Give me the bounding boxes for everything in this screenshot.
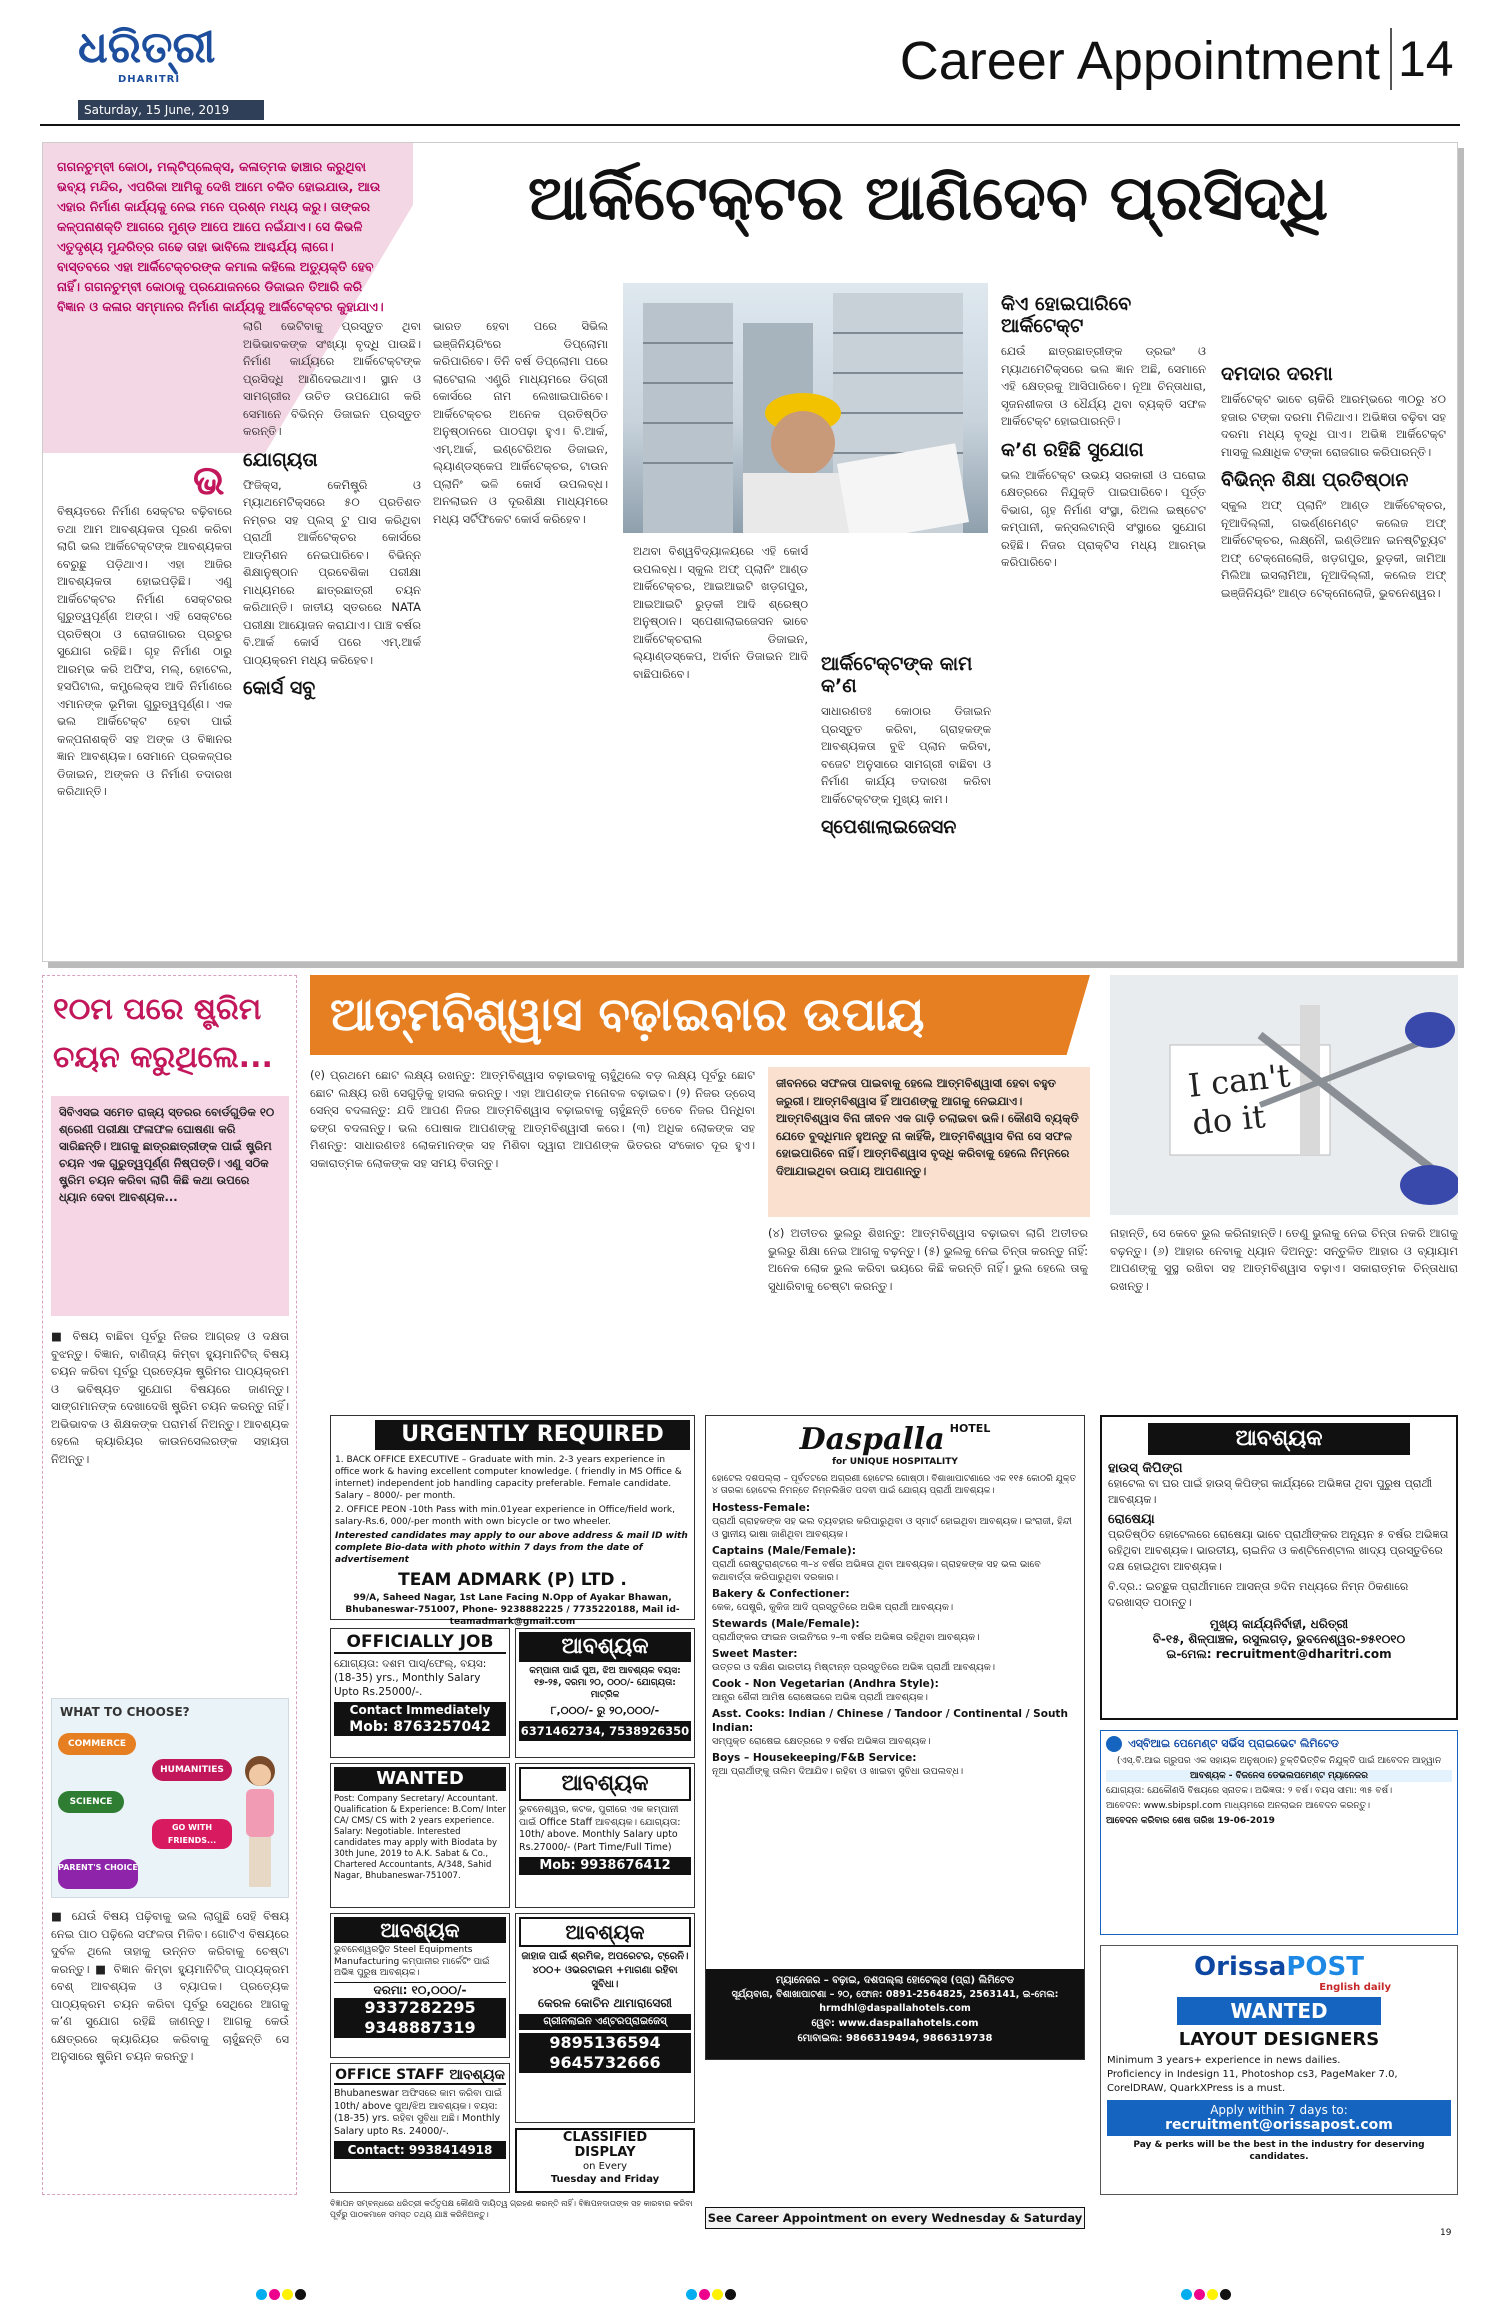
sbi-sub: (ଏସ୍.ବି.ଆଇ ଗ୍ରୁପର ଏକ ସହାୟକ ଅନୁଷ୍ଠାନ) ଚୁକ୍ତିଭିତ୍ତିକ ନିଯୁକ୍ତି ପାଇଁ ଆବେଦନ ଆହ୍ୱାନ — [1116, 1756, 1442, 1766]
dharitri-signatory: ମୁଖ୍ୟ କାର୍ଯ୍ୟନିର୍ବାହୀ, ଧରିତ୍ରୀ — [1209, 1617, 1349, 1631]
confidence-quote-box: ଜୀବନରେ ସଫଳତା ପାଇବାକୁ ହେଲେ ଆତ୍ମବିଶ୍ୱାସୀ ହେବା ବହୁତ ଜରୁରୀ। ଆତ୍ମବିଶ୍ୱାସ ହିଁ ଆପଣଙ୍କୁ ଆଗକୁ ନେଇଯାଏ। ଆତ୍ମବିଶ୍ୱାସ ବିନା ଜୀବନ ଏକ ଗାଡ଼ି ଚଲାଇବା ଭଳି। କୌଣସି ବ୍ୟକ୍ତି ଯେତେ ବୁଦ୍ଧିମାନ ହୁଅନ୍ତୁ ନା କାହିଁକି, ଆତ୍ମବିଶ୍ୱାସ ବିନା ସେ ସଫଳ ହୋଇପାରିବେ ନାହିଁ। ଆତ୍ମବିଶ୍ୱାସ ବୃଦ୍ଧି କରିବାକୁ ହେଲେ ନିମ୍ନରେ ଦିଆଯାଇଥିବା ଉପାୟ ଆପଣାନ୍ତୁ। — [768, 1067, 1090, 1217]
dasapalla-role-desc: ଉତ୍ତର ଓ ଦକ୍ଷିଣ ଭାରତୀୟ ମିଷ୍ଟାନ୍ନ ପ୍ରସ୍ତୁତିରେ ଅଭିଜ୍ଞ ପ୍ରାର୍ଥୀ ଆବଶ୍ୟକ। — [712, 1662, 996, 1673]
sbi-title: ଏସ୍‌ବିଆଇ ପେମେଣ୍ଟ ସର୍ଭିସ ପ୍ରାଇଭେଟ ଲିମିଟେଡ — [1128, 1737, 1339, 1750]
ad-admark-address: 99/A, Saheed Nagar, 1st Lane Facing N.Opp of Ayakar Bhawan, Bhubaneswar-751007, Phone- 9238882225 / 7735220188, Mail id- teamadmark@gmail.com — [345, 1593, 680, 1627]
confidence-right: ନାହାନ୍ତି, ସେ କେବେ ଭୁଲ କରିନାହାନ୍ତି। ତେଣୁ ଭୁଲକୁ ନେଇ ଚିନ୍ତା ନକରି ଆଗକୁ ବଢ଼ନ୍ତୁ। (୬) ଆହାର ନେବାକୁ ଧ୍ୟାନ ଦିଅନ୍ତୁ: ସନ୍ତୁଳିତ ଆହାର ଓ ବ୍ୟାୟାମ ଆପଣଙ୍କୁ ସୁସ୍ଥ ରଖିବା ସହ ଆତ୍ମବିଶ୍ୱାସ ବଢ଼ାଏ। ସକାରାତ୍ମକ ଚିନ୍ତାଧାରା ରଖନ୍ତୁ। — [1110, 1226, 1458, 1293]
architect-photo-svg — [623, 283, 988, 533]
ad-office-staff-title: OFFICE STAFF ଆବଶ୍ୟକ — [335, 2067, 505, 2083]
ad-kerala — [515, 1913, 695, 2123]
sbi-logo-row — [1106, 1736, 1452, 1752]
lead-col4b — [821, 543, 991, 963]
dasapalla-role-title: Boys – Housekeeping/F&B Service: — [712, 1752, 917, 1764]
ad-kerala-title: ଆବଶ୍ୟକ — [519, 1917, 691, 1947]
ad-kerala-firm: ଗ୍ରୀନଲାଇନ ଏଣ୍ଟରପ୍ରାଇଜେସ୍ — [519, 2014, 691, 2030]
dasapalla-logo-block — [712, 1422, 1078, 1467]
student-figure-icon — [232, 1749, 287, 1894]
ad-admark-item3: Interested candidates may apply to our above address & mail ID with complete Bio-data with photo within 7 days from the date of advertisement — [335, 1531, 688, 1565]
orissapost-apply-box — [1107, 2100, 1451, 2136]
drop-cap: ଭ — [193, 458, 225, 504]
dharitri-desc1: ହୋଟେଲ ବା ଘର ପାଇଁ ହାଉସ୍ କିପିଙ୍ଗ କାର୍ଯ୍ୟରେ ଅଭିଜ୍ଞତା ଥିବା ପୁରୁଷ ପ୍ରାର୍ଥୀ ଆବଶ୍ୟକ। — [1108, 1477, 1433, 1506]
ad-admark — [330, 1415, 695, 1627]
ad-steel-title: ଆବଶ୍ୟକ — [334, 1917, 506, 1943]
logo-sub: DHARITRI — [118, 74, 181, 85]
dasapalla-role-title: Hostess-Female: — [712, 1502, 811, 1514]
classified-line4: Tuesday and Friday — [550, 2174, 660, 2185]
ad-kerala-place: କେରଳ କୋଚିନ ଥାମାରାସେରୀ — [538, 1996, 672, 2010]
ad-dasapalla — [705, 1415, 1085, 2060]
classified-line2: DISPLAY — [574, 2145, 636, 2160]
ad-kerala-phone-1: 9895136594 — [519, 2033, 691, 2053]
masthead — [0, 0, 1500, 125]
dasapalla-role-desc: କେକ, ପେଷ୍ଟ୍ରି, କୁକିଜ ଆଦି ପ୍ରସ୍ତୁତିରେ ଅଭିଜ୍ଞ ପ୍ରାର୍ଥୀ ଆବଶ୍ୟକ। — [712, 1602, 954, 1613]
sbi-last-date: ଆବେଦନ କରିବାର ଶେଷ ତାରିଖ 19-06-2019 — [1106, 1816, 1275, 1826]
orissapost-logo — [1107, 1952, 1451, 1982]
confidence-story — [310, 975, 1458, 1415]
ad-steel-salary: ଦରମା: ୧୦,୦୦୦/- — [334, 1982, 506, 1998]
ad-officially-contact: Contact Immediately — [334, 1702, 506, 1718]
bubble-commerce: COMMERCE — [58, 1733, 136, 1755]
dasapalla-tagline: for UNIQUE HOSPITALITY — [832, 1457, 958, 1467]
orissapost-apply: Apply within 7 days to: — [1210, 2103, 1348, 2117]
stream-story — [42, 975, 297, 2195]
lead-col6b-text: ସ୍କୁଲ ଅଫ୍ ପ୍ଲାନିଂ ଆଣ୍ଡ ଆର୍କିଟେକ୍ଚର, ନୂଆଦିଲ୍ଲୀ, ଗଭର୍ଣ୍ଣମେଣ୍ଟ କଲେଜ ଅଫ୍ ଆର୍କିଟେକ୍ଚର, ଲକ୍ଷ୍ନୌ, ଇଣ୍ଡିଆନ ଇନଷ୍ଟିଚ୍ୟୁଟ ଅଫ୍ ଟେକ୍ନୋଲୋଜି, ଖଡ଼ଗପୁର, ରୁଡ଼କୀ, ଜାମିଆ ମିଲିଆ ଇସଲାମିଆ, ନୂଆଦିଲ୍ଲୀ, କଲେଜ ଅଫ୍ ଇଞ୍ଜିନିୟରିଂ ଆଣ୍ଡ ଟେକ୍ନୋଲୋଜି, ଭୁବନେଶ୍ୱର। — [1221, 498, 1446, 600]
orissapost-brand1: Orissa — [1194, 1952, 1287, 1982]
lead-col5-text: ଯେଉଁ ଛାତ୍ରଛାତ୍ରୀଙ୍କ ଡ୍ରଇଂ ଓ ମ୍ୟାଥମେଟିକ୍ସରେ ଭଲ ଜ୍ଞାନ ଅଛି, ସେମାନେ ଏହି କ୍ଷେତ୍ରକୁ ଆସିପାରିବେ। ନୂଆ ଚିନ୍ତାଧାରା, ସୃଜନଶୀଳତା ଓ ଧୈର୍ଯ୍ୟ ଥିବା ବ୍ୟକ୍ତି ସଫଳ ଆର୍କିଟେକ୍ଟ ହୋଇପାରନ୍ତି। — [1001, 344, 1206, 428]
dasapalla-role-title: Sweet Master: — [712, 1648, 798, 1660]
ad-office-staff-body: Bhubaneswar ଅଫିସରେ କାମ କରିବା ପାଇଁ 10th/ above ପୁଅ/ଝିଅ ଆବଶ୍ୟକ। ବୟସ: (18-35) yrs. ରହିବା ସୁବିଧା ଅଛି। Monthly Salary upto Rs. 24000/-. — [334, 2088, 502, 2137]
ad-aabashyak1-title: ଆବଶ୍ୟକ — [519, 1632, 691, 1662]
subhead-darama: ଦମଦାର ଦରମା — [1221, 363, 1333, 385]
subhead-sujog: କ’ଣ ରହିଛି ସୁଯୋଗ — [1001, 438, 1144, 461]
bubble-parents: PARENT'S CHOICE — [58, 1859, 138, 1889]
dharitri-desc2: ପ୍ରତିଷ୍ଠିତ ହୋଟେଲରେ ରୋଷେୟା ଭାବେ ପ୍ରାର୍ଥୀଙ୍କର ଅନ୍ୟୂନ ୫ ବର୍ଷର ଅଭିଜ୍ଞତା ରହିଥିବା ଆବଶ୍ୟକ। ଭାରତୀୟ, ଚାଇନିଜ ଓ କଣ୍ଟିନେଣ୍ଟାଲ ଖାଦ୍ୟ ପ୍ରସ୍ତୁତିରେ ଦକ୍ଷ ହୋଇଥିବା ଆବଶ୍ୟକ। — [1108, 1528, 1449, 1573]
ad-aabashyak2-mob: Mob: 9938676412 — [519, 1857, 691, 1875]
ad-office-staff — [330, 2063, 510, 2193]
lead-col1: ବିଷ୍ୟତରେ ନିର୍ମାଣ ସେକ୍ଟର ବଢ଼ିବାରେ ତଥା ଆମ ଆବଶ୍ୟକତା ପୂରଣ କରିବା ଲାଗି ଭଲ ଆର୍କିଟେକ୍ଟଙ୍କ ଆବଶ୍ୟକତା ବେରୁଛୁ ପଡ଼ିଥାଏ। ଏହା ଆଜିର ଆବଶ୍ୟକତା ହୋଇପଡ଼ିଛି। ଏଣୁ ଆର୍କିଟେକ୍ଟର ନିର୍ମାଣ ସେକ୍ଟରର ଗୁରୁତ୍ୱପୂର୍ଣ୍ଣ ଅଙ୍ଗ। ଏହି ସେକ୍ଟରେ ପ୍ରତିଷ୍ଠା ଓ ରୋଜଗାରର ପ୍ରଚୁର ସୁଯୋଗ ରହିଛି। ଗୃହ ନିର୍ମାଣ ଠାରୁ ଆରମ୍ଭ କରି ଅଫିସ, ମଲ୍, ହୋଟେଲ, ହସପିଟାଲ, କମ୍ପ୍ଲେକ୍ସ ଆଦି ନିର୍ମାଣରେ ଏମାନଙ୍କ ଭୂମିକା ଗୁରୁତ୍ୱପୂର୍ଣ୍ଣ। ଏକ ଭଲ ଆର୍କିଟେକ୍ଟ ହେବା ପାଇଁ କଳ୍ପନାଶକ୍ତି ସହ ଅଙ୍କ ଓ ବିଜ୍ଞାନର ଜ୍ଞାନ ଆବଶ୍ୟକ। ସେମାନେ ପ୍ରକଳ୍ପର ଡିଜାଇନ, ଅଙ୍କନ ଓ ନିର୍ମାଣ ତଦାରଖ କରିଥାନ୍ତି। — [57, 504, 232, 798]
ad-officially-title: OFFICIALLY JOB — [334, 1632, 506, 1654]
ad-sbi — [1100, 1730, 1458, 1935]
orissapost-brand-sub: English daily — [1319, 1982, 1391, 1993]
architect-photo — [623, 283, 988, 533]
orissapost-req1: Minimum 3 years+ experience in news dailies. — [1107, 2055, 1341, 2066]
ad-aabashyak-2 — [515, 1763, 695, 1908]
ad-aabashyak-1 — [515, 1628, 695, 1758]
dasapalla-role-desc: ପ୍ରାର୍ଥୀଙ୍କର ଫାଇନ ଡାଇନିଂରେ ୨–୩ ବର୍ଷର ଅଭିଜ୍ଞତା ରହିଥିବା ଆବଶ୍ୟକ। — [712, 1632, 980, 1643]
lead-col2-text-b: ଫିଜିକ୍ସ, କେମିଷ୍ଟ୍ରି ଓ ମ୍ୟାଥମେଟିକ୍ସରେ ୫୦ ପ୍ରତିଶତ ନମ୍ବର ସହ ପ୍ଲସ୍ ଟୁ ପାସ କରିଥିବା ପ୍ରାର୍ଥୀ ଆର୍କିଟେକ୍ଚର କୋର୍ସରେ ଆଡ୍ମିଶନ ନେଇପାରିବେ। ବିଭିନ୍ନ ଶିକ୍ଷାନୁଷ୍ଠାନ ପ୍ରବେଶିକା ପରୀକ୍ଷା ମାଧ୍ୟମରେ ଛାତ୍ରଛାତ୍ରୀ ଚୟନ କରିଥାନ୍ତି। ଜାତୀୟ ସ୍ତରରେ NATA ପରୀକ୍ଷା ଆୟୋଜନ କରାଯାଏ। ପାଞ୍ଚ ବର୍ଷର ବି.ଆର୍କ କୋର୍ସ ପରେ ଏମ୍.ଆର୍କ ପାଠ୍ୟକ୍ରମ ମଧ୍ୟ କରିହେବ। — [243, 477, 421, 667]
ad-officially-mob: Mob: 8763257042 — [334, 1718, 506, 1736]
cmyk-mark-3 — [1180, 2285, 1232, 2304]
subhead-special: ସ୍ପେଶାଲାଇଜେସନ — [821, 816, 957, 838]
ad-classified-display — [515, 2128, 695, 2193]
ad-steel-phone-2: 9348887319 — [334, 2018, 506, 2038]
section-title: Career Appointment — [899, 31, 1380, 91]
dasapalla-roles — [712, 1501, 1078, 1778]
subhead-course: କୋର୍ସ ସବୁ — [243, 677, 316, 699]
dasapalla-role-title: Cook - Non Vegetarian (Andhra Style): — [712, 1678, 939, 1690]
logo — [78, 22, 228, 92]
ad-office-staff-contact: Contact: 9938414918 — [334, 2141, 506, 2159]
dasapalla-role-desc: ନୂଆ ପ୍ରାର୍ଥୀଙ୍କୁ ତାଲିମ ଦିଆଯିବ। ରହିବା ଓ ଖାଇବା ସୁବିଧା ଉପଲବ୍ଧ। — [712, 1766, 964, 1777]
dharitri-role1: ହାଉସ୍ କିପିଙ୍ଗ — [1108, 1461, 1183, 1476]
logo-text: ଧରିତ୍ରୀ — [78, 22, 216, 73]
orissapost-email: recruitment@orissapost.com — [1165, 2117, 1393, 2133]
see-career-banner: See Career Appointment on every Wednesday & Saturday — [705, 2207, 1085, 2229]
orissapost-role: LAYOUT DESIGNERS — [1178, 2029, 1380, 2050]
cant-do-it-image — [1110, 975, 1458, 1215]
dasapalla-role-desc: ପ୍ରାର୍ଥୀ ଗ୍ରାହକଙ୍କ ସହ ଭଲ ବ୍ୟବହାର କରିପାରୁଥିବା ଓ ସ୍ମାର୍ଟ ହୋଇଥିବା ଆବଶ୍ୟକ। ଇଂରାଜୀ, ହିନ୍ଦୀ ଓ ସ୍ଥାନୀୟ ଭାଷା ଜାଣିଥିବା ଆବଶ୍ୟକ। — [712, 1516, 1072, 1540]
stream-body-1: ■ ବିଷୟ ବାଛିବା ପୂର୍ବରୁ ନିଜର ଆଗ୍ରହ ଓ ଦକ୍ଷତା ବୁଝନ୍ତୁ। ବିଜ୍ଞାନ, ବାଣିଜ୍ୟ କିମ୍ବା ହ୍ୟୁମାନିଟିଜ୍ ବିଷୟ ଚୟନ କରିବା ପୂର୍ବରୁ ପ୍ରତ୍ୟେକ ଷ୍ଟ୍ରିମର ପାଠ୍ୟକ୍ରମ ଓ ଭବିଷ୍ୟତ ସୁଯୋଗ ବିଷୟରେ ଜାଣନ୍ତୁ। ସାଙ୍ଗମାନଙ୍କ ଦେଖାଦେଖି ଷ୍ଟ୍ରିମ ଚୟନ କରନ୍ତୁ ନାହିଁ। ଅଭିଭାବକ ଓ ଶିକ୍ଷକଙ୍କ ପରାମର୍ଶ ନିଅନ୍ତୁ। ଆବଶ୍ୟକ ହେଲେ କ୍ୟାରିୟର କାଉନସେଲରଙ୍କ ସହାୟତା ନିଅନ୍ତୁ। — [51, 1329, 289, 1466]
dharitri-email: ଇ-ମେଲ: recruitment@dharitri.com — [1166, 1647, 1392, 1661]
folio-number: 19 — [1440, 2228, 1452, 2238]
ad-officially-body: ଯୋଗ୍ୟତା: ଦଶମ ପାସ୍/ଫେଲ୍, ବୟସ: (18-35) yrs., Monthly Salary Upto Rs.25000/-. — [334, 1658, 487, 1698]
ad-steel — [330, 1913, 510, 2058]
dasapalla-intro: ହୋଟେଲ ଦଶପଲ୍ଲା – ପୂର୍ବତଟରେ ଅଗ୍ରଣୀ ହୋଟେଲ ଗୋଷ୍ଠୀ। ବିଶାଖାପାଟଣାରେ ଏକ ୧୧୫ କୋଠରି ଯୁକ୍ତ ୪ ତାରକା ହୋଟେଲ ନିମନ୍ତେ ନିମ୍ନଲିଖିତ ପଦବୀ ପାଇଁ ଯୋଗ୍ୟ ପ୍ରାର୍ଥୀ ଆବଶ୍ୟକ। — [712, 1474, 1076, 1496]
ad-steel-phone-1: 9337282295 — [334, 1998, 506, 2018]
stream-body-2: ■ ଯେଉଁ ବିଷୟ ପଢ଼ିବାକୁ ଭଲ ଲାଗୁଛି ସେହି ବିଷୟ ନେଇ ପାଠ ପଢ଼ିଲେ ସଫଳତା ମିଳିବ। ଗୋଟିଏ ବିଷୟରେ ଦୁର୍ବଳ ଥିଲେ ତାହାକୁ ଉନ୍ନତ କରିବାକୁ ଚେଷ୍ଟା କରନ୍ତୁ। ■ ବିଜ୍ଞାନ କିମ୍ବା ହ୍ୟୁମାନିଟିଜ୍ ପାଠ୍ୟକ୍ରମ ବେଶ୍ ଆବଶ୍ୟକ ଓ ବ୍ୟାପକ। ପ୍ରତ୍ୟେକ ପାଠ୍ୟକ୍ରମ ଚୟନ କରିବା ପୂର୍ବରୁ ସେଥିରେ ଆଗକୁ କ’ଣ ସୁଯୋଗ ରହିଛି ଜାଣନ୍ତୁ। ଆଗକୁ କେଉଁ କ୍ଷେତ୍ରରେ କ୍ୟାରିୟର କରିବାକୁ ଚାହୁଁଛନ୍ତି ସେ ଅନୁସାରେ ଷ୍ଟ୍ରିମ ଚୟନ କରନ୍ତୁ। — [51, 1909, 289, 2063]
bubble-science: SCIENCE — [58, 1791, 124, 1813]
disclaimer: ବିଜ୍ଞାପନ ସମ୍ବନ୍ଧରେ ଧରିତ୍ରୀ କର୍ତ୍ତୃପକ୍ଷ କୌଣସି ଦାୟିତ୍ୱ ଗ୍ରହଣ କରନ୍ତି ନାହିଁ। ବିଜ୍ଞାପନଦାତାଙ୍କ ସହ କାରବାର କରିବା ପୂର୍ବରୁ ପାଠକମାନେ ସମସ୍ତ ତଥ୍ୟ ଯାଞ୍ଚ କରିନିଅନ୍ତୁ। — [330, 2199, 693, 2219]
ad-kerala-phone-2: 9645732666 — [519, 2053, 691, 2073]
dasapalla-footer-4: ମୋବାଇଲ: 9866319494, 9866319738 — [797, 2033, 993, 2044]
cant-do-it-text: I can't do it — [1186, 1056, 1292, 1143]
dasapalla-role-title: Captains (Male/Female): — [712, 1545, 856, 1557]
lead-col4b-text: ସାଧାରଣତଃ କୋଠାର ଡିଜାଇନ ପ୍ରସ୍ତୁତ କରିବା, ଗ୍ରାହକଙ୍କ ଆବଶ୍ୟକତା ବୁଝି ପ୍ଲାନ କରିବା, ବଜେଟ ଅନୁସାରେ ସାମଗ୍ରୀ ବାଛିବା ଓ ନିର୍ମାଣ କାର୍ଯ୍ୟ ତଦାରଖ କରିବା ଆର୍କିଟେକ୍ଟଙ୍କ ମୁଖ୍ୟ କାମ। — [821, 704, 991, 806]
subhead-who: କିଏ ହୋଇପାରିବେ ଆର୍କିଟେକ୍ଟ — [1001, 293, 1132, 337]
lead-col5 — [1001, 293, 1206, 963]
ad-admark-company: TEAM ADMARK (P) LTD . — [398, 1570, 627, 1590]
cmyk-mark-1 — [255, 2285, 307, 2304]
lead-story — [42, 142, 1458, 962]
sbi-logo-icon — [1106, 1736, 1122, 1752]
ad-kerala-body: ଜାହାଜ ପାଇଁ ଶ୍ରମିକ, ଅପରେଟର, ଟ୍ରେନି। ୪୦୦+ ଓଭରଟାଇମ +ମାଗଣା ରହିବା ସୁବିଧା। — [521, 1951, 689, 1990]
bubble-friends: GO WITH FRIENDS... — [152, 1819, 232, 1849]
orissapost-req2: Proficiency in Indesign 11, Photoshop cs3, PageMaker 7.0, CorelDRAW, QuarkXPress is a must. — [1107, 2069, 1398, 2094]
masthead-rule — [40, 124, 1460, 126]
sbi-apply: ଆବେଦନ: www.sbipspl.com ମାଧ୍ୟମରେ ଅନଲାଇନ ଆବେଦନ କରନ୍ତୁ। — [1106, 1801, 1371, 1811]
confidence-mid: (୪) ଅତୀତର ଭୁଲରୁ ଶିଖନ୍ତୁ: ଆତ୍ମବିଶ୍ୱାସ ବଢ଼ାଇବା ଲାଗି ଅତୀତର ଭୁଲରୁ ଶିକ୍ଷା ନେଇ ଆଗକୁ ବଢ଼ନ୍ତୁ। (୫) ଭୁଲକୁ ନେଇ ଚିନ୍ତା କରନ୍ତୁ ନାହିଁ: ଅନେକ ଲୋକ ଭୁଲ କରିବା ଭୟରେ କିଛି କରନ୍ତି ନାହିଁ। ଭୁଲ ହେଲେ ତାକୁ ସୁଧାରିବାକୁ ଚେଷ୍ଟା କରନ୍ତୁ। — [768, 1226, 1088, 1293]
ad-admark-item2: 2. OFFICE PEON -10th Pass with min.01year experience in Office/field work, salary-Rs.6, 000/-per month with own bicycle or two wheeler. — [335, 1505, 675, 1527]
confidence-headline: ଆତ୍ମବିଶ୍ୱାସ ବଢ଼ାଇବାର ଉପାୟ — [330, 987, 925, 1041]
ad-aabashyak1-body: କମ୍ପାନୀ ପାଇଁ ପୁଅ, ଝିଅ ଆବଶ୍ୟକ ବୟସ: ୧୭-୨୫, ଦରମା ୨୦, ୦୦୦/- ଯୋଗ୍ୟତା: ମାଟ୍ରିକ — [529, 1666, 681, 1700]
lead-intro: ଗଗନଚୁମ୍ବୀ କୋଠା, ମଲ୍ଟିପ୍ଲେକ୍ସ, କଳାତ୍ମକ ଢାଞ୍ଚାର କରୁଥିବା ଭବ୍ୟ ମନ୍ଦିର, ଏପରିକା ଆମିକୁ ଦେଖି ଆମେ ଚକିତ ହୋଇଯାଉ, ଆଉ ଏହାର ନିର୍ମାଣ କାର୍ଯ୍ୟକୁ ନେଇ ମନେ ପ୍ରଶ୍ନ ମଧ୍ୟ କରୁ। ତାଙ୍କର କଳ୍ପନାଶକ୍ତି ଆଗରେ ମୁଣ୍ଡ ଆପେ ଆପେ ନଇଁଯାଏ। ସେ କିଭଳି ଏତୁଦୃଶ୍ୟ ମୁନ୍ଦରିତ୍ର ଗଢେ ତାହା ଭାବିଲେ ଆଶ୍ଚର୍ଯ୍ୟ ଲାଗେ। ବାସ୍ତବରେ ଏହା ଆର୍କିଟେକ୍ଚରଙ୍କ କମାଲ କହିଲେ ଅତ୍ୟୁକ୍ତି ହେବ ନାହିଁ। ଗଗନଚୁମ୍ବୀ କୋଠାକୁ ପ୍ରଯୋଜନରେ ଡିଜାଇନ ତିଆରି କରି ବିଜ୍ଞାନ ଓ କଳାର ସମ୍ମାନର ନିର୍ମାଣ କାର୍ଯ୍ୟକୁ ଆର୍କିଟେକ୍ଟର କୁହାଯାଏ। — [57, 159, 384, 314]
dasapalla-hotel: HOTEL — [949, 1422, 991, 1435]
lead-col4-text: ଅଥବା ବିଶ୍ୱବିଦ୍ୟାଳୟରେ ଏହି କୋର୍ସ ଉପଲବ୍ଧ। ସ୍କୁଲ ଅଫ୍ ପ୍ଲାନିଂ ଆଣ୍ଡ ଆର୍କିଟେକ୍ଚର, ଆଇଆଇଟି ଖଡ଼ଗପୁର, ଆଇଆଇଟି ରୁଡ଼କୀ ଆଦି ଶ୍ରେଷ୍ଠ ଅନୁଷ୍ଠାନ। ସ୍ପେଶାଲାଇଜେସନ ଭାବେ ଆର୍କିଟେକ୍ଚରାଲ ଡିଜାଇନ, ଲ୍ୟାଣ୍ଡସ୍କେପ, ଅର୍ବାନ ଡିଜାଇନ ଆଦି ବାଛିପାରିବେ। — [633, 544, 808, 681]
ad-aabashyak2-body: ଭୁବନେଶ୍ୱର, କଟକ, ପୁରୀରେ ଏକ କମ୍ପାନୀ ପାଇଁ Office Staff ଆବଶ୍ୟକ। ଯୋଗ୍ୟତା: 10th/ above. Monthly Salary upto Rs.27000/- (Part Time/Full Time) — [519, 1804, 681, 1853]
dasapalla-logo: Daspalla — [799, 1422, 945, 1457]
cmyk-marks — [0, 2285, 1500, 2299]
dasapalla-role-desc: ଆନ୍ଧ୍ର ଶୈଳୀ ଆମିଷ ରୋଷେଇରେ ଅଭିଜ୍ଞ ପ୍ରାର୍ଥୀ ଆବଶ୍ୟକ। — [712, 1692, 928, 1703]
confidence-left: (୧) ପ୍ରଥମେ ଛୋଟ ଲକ୍ଷ୍ୟ ରଖନ୍ତୁ: ଆତ୍ମବିଶ୍ୱାସ ବଢ଼ାଇବାକୁ ଚାହୁଁଥିଲେ ବଡ଼ ଲକ୍ଷ୍ୟ ପୂର୍ବରୁ ଛୋଟ ଛୋଟ ଲକ୍ଷ୍ୟ ରଖି ସେଗୁଡ଼ିକୁ ହାସଲ କରନ୍ତୁ। ଏହା ଆପଣଙ୍କ ମନୋବଳ ବଢ଼ାଇବ। (୨) ନିଜର ଡ୍ରେସ୍ ସେନ୍ସ ବଦଳାନ୍ତୁ: ଯଦି ଆପଣ ନିଜର ଆତ୍ମବିଶ୍ୱାସ ବଢ଼ାଇବାକୁ ଚାହୁଁଛନ୍ତି ତେବେ ନିଜର ପିନ୍ଧିବା ଢଙ୍ଗ ବଦଳାନ୍ତୁ। ଭଲ ପୋଷାକ ଆପଣଙ୍କୁ ଆତ୍ମବିଶ୍ୱାସୀ କରେ। (୩) ଅଧିକ ଲୋକଙ୍କ ସହ ମିଶନ୍ତୁ: ସାଧାରଣତଃ ଲୋକମାନଙ୍କ ସହ ମିଶିବା ଦ୍ୱାରା ଆପଣଙ୍କ ଭିତରର ସଂକୋଚ ଦୂର ହୁଏ। ସକାରାତ୍ମକ ଲୋକଙ୍କ ସହ ସମୟ ବିତାନ୍ତୁ। — [310, 1068, 755, 1170]
ad-aabashyak1-phone: 6371462734, 7538926350 — [519, 1721, 691, 1741]
subhead-kaam: ଆର୍କିଟେକ୍ଟଙ୍କ କାମ କ’ଣ — [821, 653, 973, 697]
orissapost-footer: Pay & perks will be the best in the industry for deserving candidates. — [1133, 2140, 1425, 2162]
masthead-divider — [1390, 28, 1392, 90]
page-number: 14 — [1398, 31, 1454, 87]
lead-col6-text: ଆର୍କିଟେକ୍ଟ ଭାବେ ଚାକିରି ଆରମ୍ଭରେ ୩୦ରୁ ୪୦ ହଜାର ଟଙ୍କା ଦରମା ମିଳିଥାଏ। ଅଭିଜ୍ଞତା ବଢ଼ିବା ସହ ଦରମା ମଧ୍ୟ ବୃଦ୍ଧି ପାଏ। ଅଭିଜ୍ଞ ଆର୍କିଟେକ୍ଟ ମାସକୁ ଲକ୍ଷାଧିକ ଟଙ୍କା ରୋଜଗାର କରିପାରନ୍ତି। — [1221, 392, 1446, 459]
dharitri-role2: ରୋଷେୟା — [1108, 1512, 1155, 1527]
ad-admark-item1: 1. BACK OFFICE EXECUTIVE – Graduate with min. 2-3 years experience in office work & having excellent computer knowledge. ( friendly in MS Office & internet) independent job handling capacity preferable. Female candidate. Salary – 8000/- per month. — [335, 1455, 682, 1501]
dharitri-address: ବି-୧୫, ଶିଳ୍ପାଞ୍ଚଳ, ରସୁଲଗଡ଼, ଭୁବନେଶ୍ୱର-୭୫୧୦୧୦ — [1152, 1632, 1406, 1646]
dasapalla-footer — [706, 1969, 1084, 2059]
orissapost-brand2: POST — [1286, 1952, 1364, 1982]
dharitri-note: ବି.ଦ୍ର.: ଇଚ୍ଛୁକ ପ୍ରାର୍ଥୀମାନେ ଆସନ୍ତା ୭ଦିନ ମଧ୍ୟରେ ନିମ୍ନ ଠିକଣାରେ ଦରଖାସ୍ତ ପଠାନ୍ତୁ। — [1108, 1580, 1409, 1609]
lead-headline: ଆର୍କିଟେକ୍ଟର ଆଣିଦେବ ପ୍ରସିଦ୍ଧି — [527, 161, 1329, 234]
sbi-details: ଯୋଗ୍ୟତା: ଯେକୌଣସି ବିଷୟରେ ସ୍ନାତକ। ଅଭିଜ୍ଞତା: ୨ ବର୍ଷ। ବୟସ ସୀମା: ୩୫ ବର୍ଷ। — [1106, 1786, 1393, 1796]
ad-wanted-title: WANTED — [334, 1767, 506, 1791]
subhead-inst: ବିଭିନ୍ନ ଶିକ୍ଷା ପ୍ରତିଷ୍ଠାନ — [1221, 469, 1409, 491]
lead-col3: ଭାରତ ହେବା ପରେ ସିଭିଲ ଇଞ୍ଜିନିୟରିଂରେ ଡିପ୍ଲୋମା କରିପାରିବେ। ତିନି ବର୍ଷ ଡିପ୍ଲୋମା ପରେ ଲାଟେରାଲ ଏଣ୍ଟ୍ରି ମାଧ୍ୟମରେ ଡିଗ୍ରୀ କୋର୍ସରେ ନାମ ଲେଖାଇପାରିବେ। ଆର୍କିଟେକ୍ଚର ଅନେକ ପ୍ରତିଷ୍ଠିତ ଅନୁଷ୍ଠାନରେ ପାଠପଢ଼ା ହୁଏ। ବି.ଆର୍କ, ଏମ୍.ଆର୍କ, ଇଣ୍ଟେରିଅର ଡିଜାଇନ, ଲ୍ୟାଣ୍ଡସ୍କେପ ଆର୍କିଟେକ୍ଚର, ଟାଉନ ପ୍ଲାନିଂ ଭଳି କୋର୍ସ ଉପଲବ୍ଧ। ଅନଲାଇନ ଓ ଦୂରଶିକ୍ଷା ମାଧ୍ୟମରେ ମଧ୍ୟ ସର୍ଟିଫିକେଟ କୋର୍ସ କରିହେବ। — [433, 319, 608, 526]
ad-dharitri — [1100, 1415, 1458, 1720]
stream-headline: ୧୦ମ ପରେ ଷ୍ଟ୍ରିମ ଚୟନ କରୁଥିଲେ... — [53, 992, 273, 1075]
dasapalla-footer-3: ୱେବ: www.daspallahotels.com — [811, 2018, 979, 2029]
dharitri-ad-title: ଆବଶ୍ୟକ — [1148, 1423, 1410, 1455]
dasapalla-role-title: Asst. Cooks: Indian / Chinese / Tandoor / Continental / South Indian: — [712, 1708, 1068, 1734]
dasapalla-role-desc: ସମ୍ପୃକ୍ତ ରୋଷେଇ କ୍ଷେତ୍ରରେ ୨ ବର୍ଷର ଅଭିଜ୍ଞତା ଆବଶ୍ୟକ। — [712, 1736, 931, 1747]
dasapalla-role-title: Stewards (Male/Female): — [712, 1618, 860, 1630]
dasapalla-role-title: Bakery & Confectioner: — [712, 1588, 850, 1600]
ad-admark-title: URGENTLY REQUIRED — [375, 1420, 690, 1450]
lead-col2 — [243, 318, 421, 958]
dasapalla-role-desc: ପ୍ରାର୍ଥୀ ରେଷ୍ଟୁରାଣ୍ଟରେ ୩–୪ ବର୍ଷର ଅଭିଜ୍ଞତା ଥିବା ଆବଶ୍ୟକ। ଗ୍ରାହକଙ୍କ ସହ ଭଲ ଭାବେ କଥାବାର୍ତ୍ତା କରିପାରୁଥିବା ଦରକାର। — [712, 1559, 1041, 1583]
classified-line1: CLASSIFIED — [562, 2130, 648, 2145]
ad-wanted-body: Post: Company Secretary/ Accountant. Qualification & Experience: B.Com/ Inter CA/ CMS/ CS with 2 years experience. Salary: Negotiable. Interested candidates may apply with Biodata by 30th June, 2019 to A.K. Sabat & Co., Chartered Accountants, A/348, Sahid Nagar, Bhubaneswar-751007. — [334, 1794, 506, 1881]
stream-intro: ସିବିଏସଇ ସମେତ ରାଜ୍ୟ ସ୍ତରର ବୋର୍ଡଗୁଡିକ ୧୦ ଶ୍ରେଣୀ ପରୀକ୍ଷା ଫଳାଫଳ ଘୋଷଣା କରି ସାରିଛନ୍ତି। ଆଗକୁ ଛାତ୍ରଛାତ୍ରୀଙ୍କ ପାଇଁ ଷ୍ଟ୍ରିମ ଚୟନ ଏକ ଗୁରୁତ୍ୱପୂର୍ଣ୍ଣ ନିଷ୍ପତ୍ତି। ଏଣୁ ସଠିକ ଷ୍ଟ୍ରିମ ଚୟନ କରିବା ଲାଗି କିଛି କଥା ଉପରେ ଧ୍ୟାନ ଦେବା ଆବଶ୍ୟକ... — [51, 1096, 289, 1316]
bubble-humanities: HUMANITIES — [152, 1759, 232, 1781]
subhead-yogyata: ଯୋଗ୍ୟତା — [243, 448, 318, 471]
lead-col2-text-a: ଲାଗି ଭେଟିବାକୁ ପ୍ରସ୍ତୁତ ଥିବା ଅଭିଭାବକଙ୍କ ସଂଖ୍ୟା ବୃଦ୍ଧି ପାଉଛି। ନିର୍ମାଣ କାର୍ଯ୍ୟରେ ଆର୍କିଟେକ୍ଟଙ୍କ ପ୍ରସିଦ୍ଧି ଆଣିଦେଇଥାଏ। ସ୍ଥାନ ଓ ସାମଗ୍ରୀର ଉଚିତ ଉପଯୋଗ କରି ସେମାନେ ବିଭିନ୍ନ ଡିଜାଇନ ପ୍ରସ୍ତୁତ କରନ୍ତି। — [243, 319, 421, 438]
dasapalla-footer-2: ସୂର୍ଯ୍ୟବାଗ, ବିଶାଖାପାଟଣା – ୨୦, ଫୋନ: 0891-2564825, 2563141, ଇ-ମେଲ: hrmdhl@daspallahotels.com — [731, 1989, 1059, 2014]
cmyk-mark-2 — [685, 2285, 737, 2304]
lead-col4 — [633, 543, 808, 963]
sbi-role: ଆବଶ୍ୟକ - ବିଜନେସ ଡେଭଲପମେଣ୍ଟ ମ୍ୟାନେଜର — [1106, 1770, 1452, 1782]
ad-wanted — [330, 1763, 510, 1908]
ad-orissapost — [1100, 1945, 1458, 2195]
ad-officially-job — [330, 1628, 510, 1758]
ad-steel-body: ଭୁବନେଶ୍ୱରସ୍ଥିତ Steel Equipments Manufacturing କମ୍ପାନୀର ମାର୍କେଟିଂ ପାଇଁ ଅଭିଜ୍ଞ ପୁରୁଷ ଆବଶ୍ୟକ। — [334, 1945, 490, 1978]
orissapost-wanted: WANTED — [1177, 1997, 1381, 2025]
dasapalla-footer-1: ମ୍ୟାନେଜର – ବଢ଼ାଇ, ଦଶପଲ୍ଲା ହୋଟେଲ୍ସ (ପ୍ରା) ଲିମିଟେଡ — [775, 1975, 1015, 1986]
what-to-choose: WHAT TO CHOOSE? — [60, 1705, 190, 1719]
ad-aabashyak2-title: ଆବଶ୍ୟକ — [519, 1767, 691, 1801]
lead-col6 — [1221, 293, 1446, 963]
issue-date: Saturday, 15 June, 2019 — [78, 100, 264, 120]
ad-aabashyak1-salary: ୮,୦୦୦/- ରୁ ୨୦,୦୦୦/- — [550, 1704, 660, 1717]
stream-infographic — [51, 1698, 289, 1898]
lead-col5b-text: ଭଲ ଆର୍କିଟେକ୍ଟ ଉଭୟ ସରକାରୀ ଓ ଘରୋଇ କ୍ଷେତ୍ରରେ ନିଯୁକ୍ତି ପାଇପାରିବେ। ପୂର୍ତ୍ତ ବିଭାଗ, ଗୃହ ନିର୍ମାଣ ସଂସ୍ଥା, ରିଅଲ ଇଷ୍ଟେଟ କମ୍ପାନୀ, କନ୍ସଲଟାନ୍ସି ସଂସ୍ଥାରେ ସୁଯୋଗ ରହିଛି। ନିଜର ପ୍ରାକ୍ଟିସ ମଧ୍ୟ ଆରମ୍ଭ କରିପାରିବେ। — [1001, 467, 1206, 569]
classified-line3: on Every — [582, 2161, 628, 2172]
